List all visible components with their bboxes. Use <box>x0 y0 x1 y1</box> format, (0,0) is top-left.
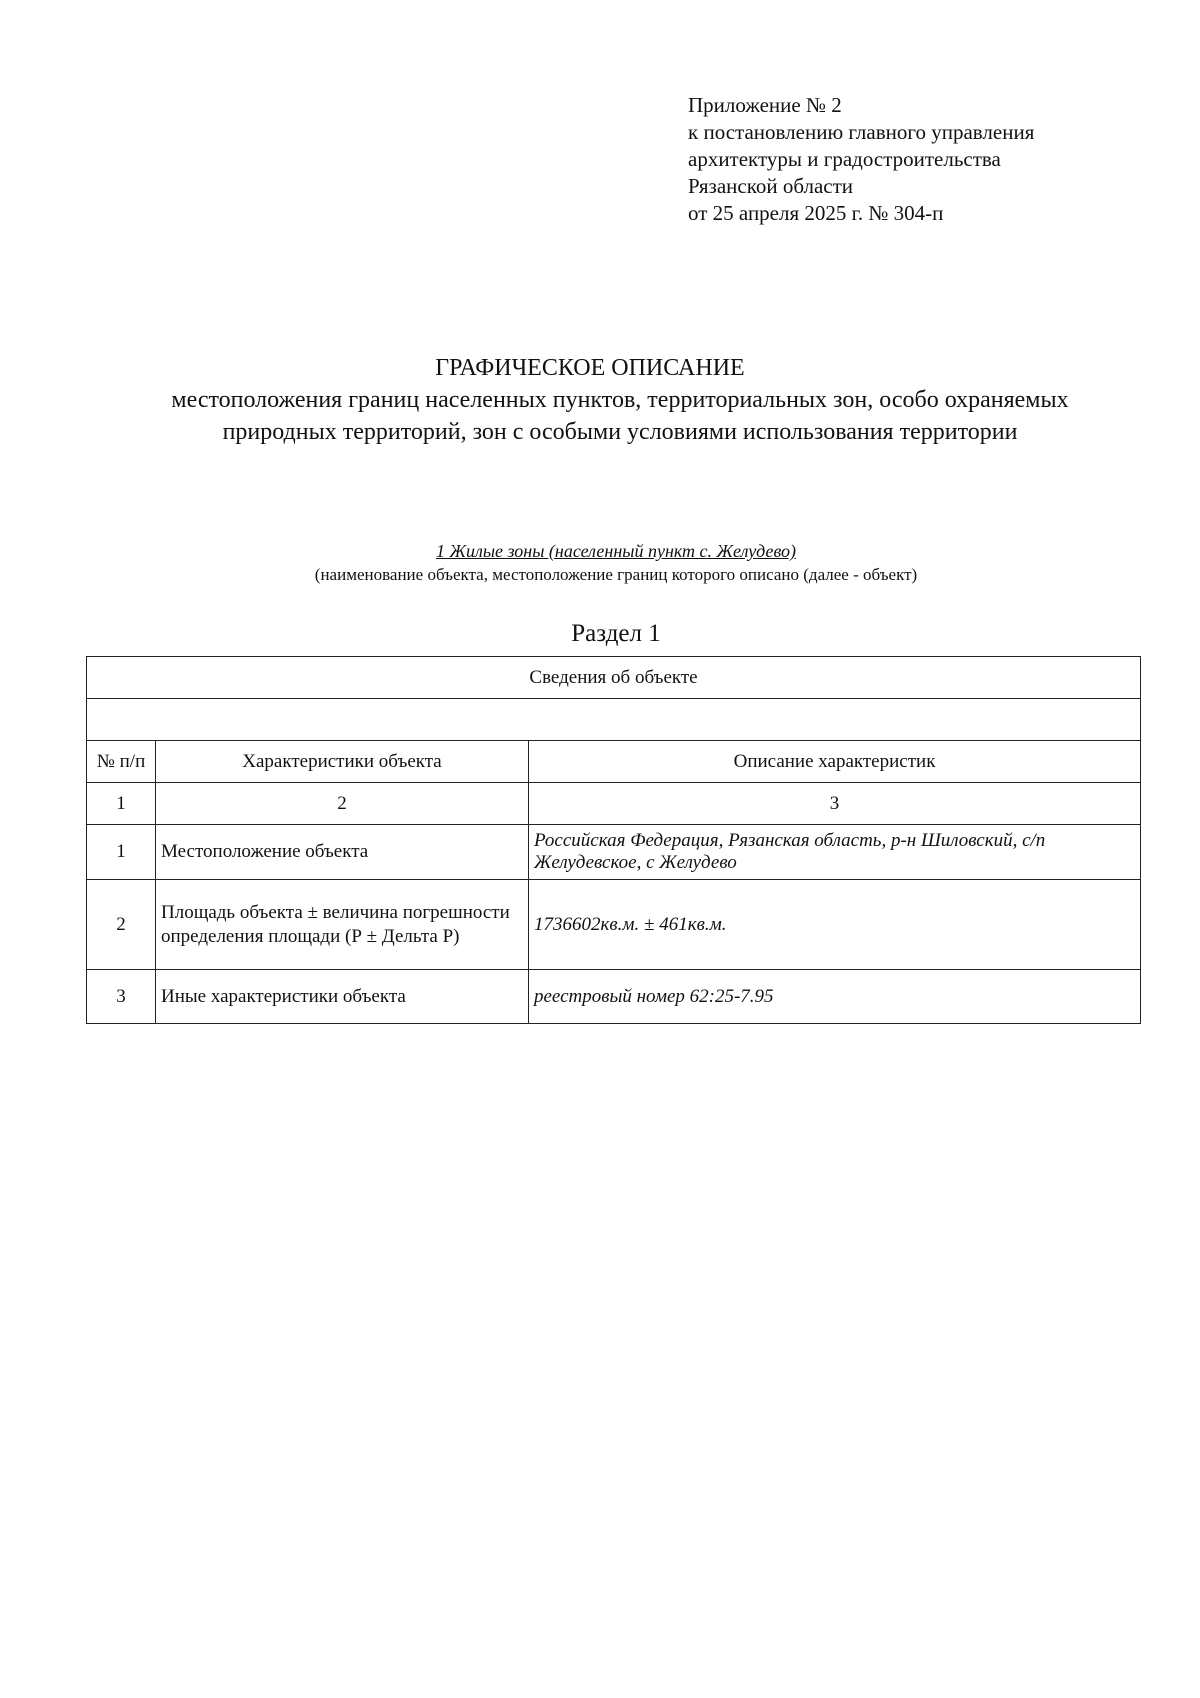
row-number-cell: 2 <box>87 880 156 970</box>
appendix-line: от 25 апреля 2025 г. № 304-п <box>688 201 944 225</box>
header-cell: Характеристики объекта <box>156 741 529 783</box>
header-cell: № п/п <box>87 741 156 783</box>
row-value-cell: реестровый номер 62:25-7.95 <box>529 970 1141 1024</box>
table-caption-row <box>87 657 1141 699</box>
table-row <box>87 880 1141 970</box>
column-number-cell: 1 <box>87 783 156 825</box>
row-name-cell: Местоположение объекта <box>156 825 529 880</box>
object-name: 1 Жилые зоны (населенный пункт с. Желудево) <box>435 541 797 561</box>
row-number-cell: 3 <box>87 970 156 1024</box>
document-subtitle: местоположения границ населенных пунктов, территориальных зон, особо охраняемых природных территорий, зон с особыми условиями использования территории <box>171 387 1069 445</box>
appendix-block <box>688 92 1034 227</box>
table-empty-row <box>87 699 1141 741</box>
table-header-row <box>87 741 1141 783</box>
row-name-cell: Иные характеристики объекта <box>156 970 529 1024</box>
table-row <box>87 825 1141 880</box>
section-title: Раздел 1 <box>571 620 661 647</box>
appendix-line: Приложение № 2 <box>688 93 842 117</box>
appendix-line: к постановлению главного управления <box>688 120 1035 144</box>
row-value-cell: 1736602кв.м. ± 461кв.м. <box>529 880 1141 970</box>
object-info-table <box>86 656 1141 1024</box>
table-caption: Сведения об объекте <box>87 657 1141 699</box>
appendix-line: архитектуры и градостроительства <box>688 147 1001 171</box>
empty-cell <box>87 699 1141 741</box>
row-name-cell: Площадь объекта ± величина погрешности определения площади (Р ± Дельта Р) <box>156 880 529 970</box>
column-number-cell: 3 <box>529 783 1141 825</box>
appendix-line: Рязанской области <box>688 174 854 198</box>
row-number-cell: 1 <box>87 825 156 880</box>
row-value-cell: Российская Федерация, Рязанская область, р-н Шиловский, с/п Желудевское, с Желудево <box>529 825 1141 880</box>
object-caption: (наименование объекта, местоположение границ которого описано (далее - объект) <box>314 565 918 584</box>
document-title: ГРАФИЧЕСКОЕ ОПИСАНИЕ <box>435 355 745 381</box>
table-column-number-row <box>87 783 1141 825</box>
table-row <box>87 970 1141 1024</box>
header-cell: Описание характеристик <box>529 741 1141 783</box>
column-number-cell: 2 <box>156 783 529 825</box>
